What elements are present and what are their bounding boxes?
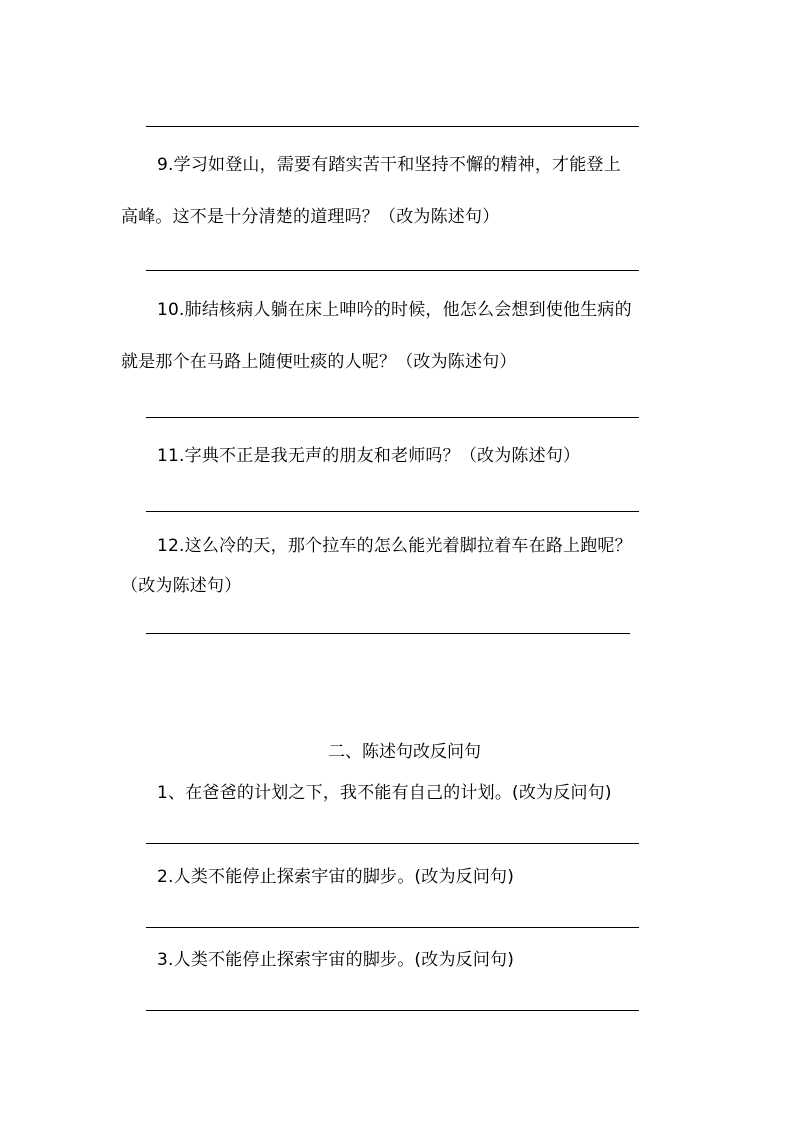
answer-line: [146, 270, 639, 271]
question-12-line-2: （改为陈述句）: [121, 576, 242, 596]
answer-line: [146, 1010, 639, 1011]
question-9-line-2: 高峰。这不是十分清楚的道理吗？（改为陈述句）: [121, 207, 500, 227]
question-10-line-2: 就是那个在马路上随便吐痰的人呢？（改为陈述句）: [121, 352, 517, 372]
answer-line: [146, 126, 639, 127]
answer-line: [146, 633, 630, 634]
question-9-line-1: 9.学习如登山，需要有踏实苦干和坚持不懈的精神，才能登上: [157, 155, 621, 175]
answer-line: [146, 843, 639, 844]
question-12-line-1: 12.这么冷的天，那个拉车的怎么能光着脚拉着车在路上跑呢？: [157, 536, 632, 556]
answer-line: [146, 927, 639, 928]
answer-line: [146, 417, 639, 418]
section-2-title: 二、陈述句改反问句: [328, 742, 481, 762]
answer-line: [146, 511, 639, 512]
section-2-question-2: 2.人类不能停止探索宇宙的脚步。(改为反问句): [157, 867, 515, 887]
section-2-question-1: 1、在爸爸的计划之下，我不能有自己的计划。(改为反问句): [157, 783, 612, 803]
section-2-question-3: 3.人类不能停止探索宇宙的脚步。(改为反问句): [157, 950, 515, 970]
question-11-line-1: 11.字典不正是我无声的朋友和老师吗？（改为陈述句）: [157, 446, 581, 466]
question-10-line-1: 10.肺结核病人躺在床上呻吟的时候，他怎么会想到使他生病的: [157, 300, 632, 320]
